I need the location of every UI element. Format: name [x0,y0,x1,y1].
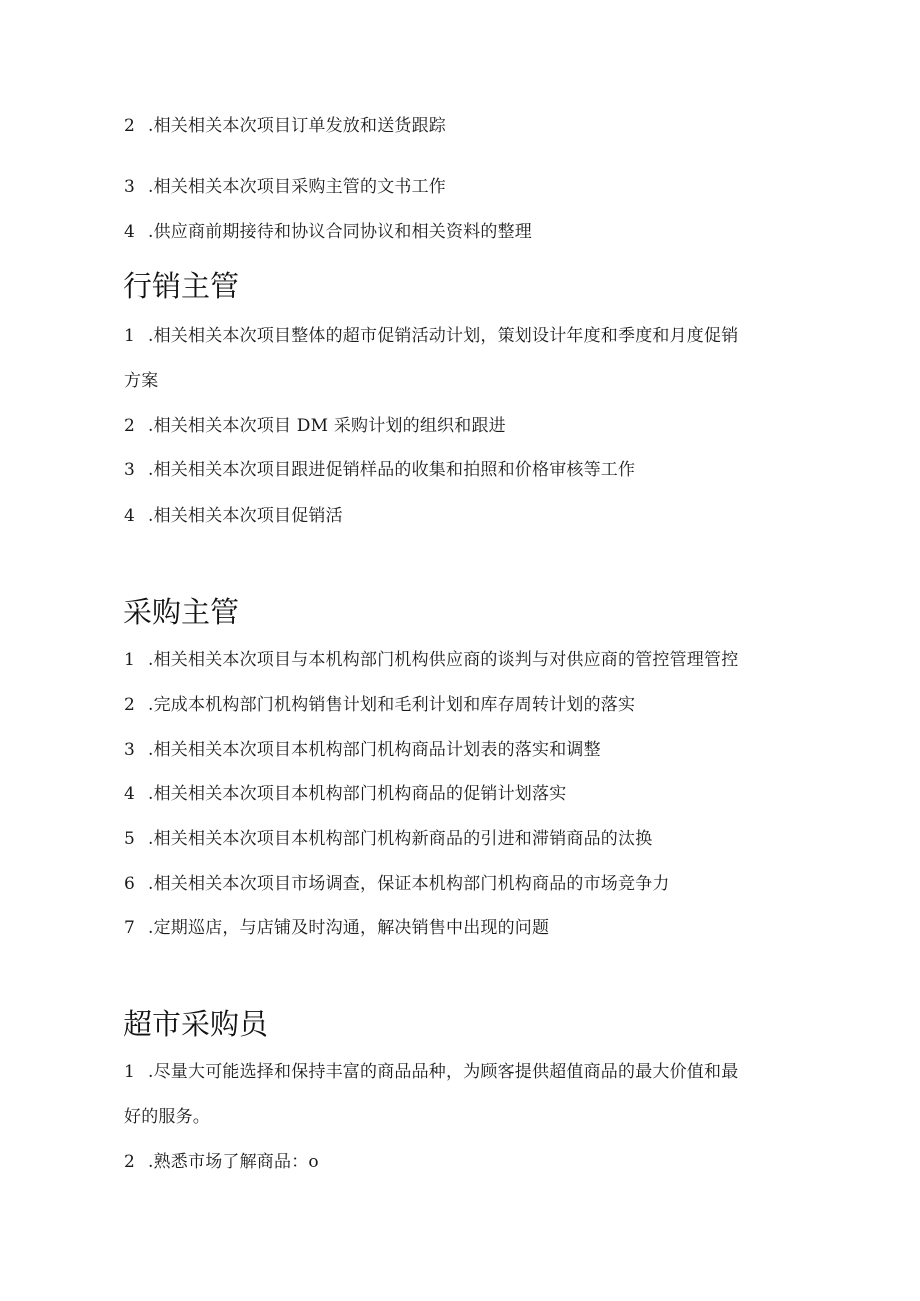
list-item [124,458,635,482]
list-item [124,738,601,762]
list-item [124,1060,738,1084]
item-text: .相关相关本次项目促销活 [148,506,343,526]
list-item [124,648,738,672]
item-number: 1 [124,326,136,346]
list-item [124,693,635,717]
item-text: 方案 [124,371,159,391]
item-text: .相关相关本次项目采购主管的文书工作 [148,177,447,197]
list-item [124,324,738,348]
list-item [124,782,566,806]
list-item-continuation [124,369,158,393]
item-text: .相关相关本次项目本机构部门机构新商品的引进和滞销商品的汰换 [148,829,653,849]
list-item [124,916,549,940]
item-number: 3 [124,177,136,197]
item-number: 2 [124,695,136,715]
item-number: 4 [124,784,136,804]
list-item [124,220,532,244]
item-text: .相关相关本次项目整体的超市促销活动计划，策划设计年度和季度和月度促销 [148,326,739,346]
item-text: .相关相关本次项目本机构部门机构商品计划表的落实和调整 [148,740,601,760]
item-text: .相关相关本次项目 DM 采购计划的组织和跟进 [148,416,506,436]
item-text: .相关相关本次项目本机构部门机构商品的促销计划落实 [148,784,567,804]
item-text: .完成本机构部门机构销售计划和毛利计划和库存周转计划的落实 [148,695,636,715]
item-number: 5 [124,829,136,849]
item-number: 4 [124,222,136,242]
list-item [124,504,343,528]
list-item [124,414,506,438]
item-number: 2 [124,1152,136,1172]
item-text: .相关相关本次项目与本机构部门机构供应商的谈判与对供应商的管控管理管控 [148,650,739,670]
list-item-continuation [124,1105,210,1129]
item-number: 1 [124,1062,136,1082]
list-item [124,175,446,199]
section-heading-marketing: 行销主管 [123,269,240,303]
item-text: 好的服务。 [124,1107,210,1127]
item-number: 7 [124,918,136,938]
list-item [124,1150,319,1174]
item-text: .相关相关本次项目市场调查，保证本机构部门机构商品的市场竞争力 [148,874,670,894]
list-item [124,872,670,896]
item-text: .尽量大可能选择和保持丰富的商品品种，为顾客提供超值商品的最大价值和最 [148,1062,739,1082]
item-number: 4 [124,506,136,526]
item-text: .相关相关本次项目跟进促销样品的收集和拍照和价格审核等工作 [148,460,636,480]
item-number: 2 [124,416,136,436]
item-number: 1 [124,650,136,670]
item-number: 6 [124,874,136,894]
section-heading-purchasing: 采购主管 [123,595,240,629]
section-heading-buyer: 超市采购员 [123,1007,269,1041]
item-text: .供应商前期接待和协议合同协议和相关资料的整理 [148,222,533,242]
item-number: 2 [124,116,136,136]
item-text: .熟悉市场了解商品：o [148,1152,319,1172]
item-number: 3 [124,740,136,760]
item-text: .相关相关本次项目订单发放和送货跟踪 [148,116,447,136]
list-item [124,827,652,851]
list-item [124,114,446,138]
item-text: .定期巡店，与店铺及时沟通，解决销售中出现的问题 [148,918,550,938]
item-number: 3 [124,460,136,480]
